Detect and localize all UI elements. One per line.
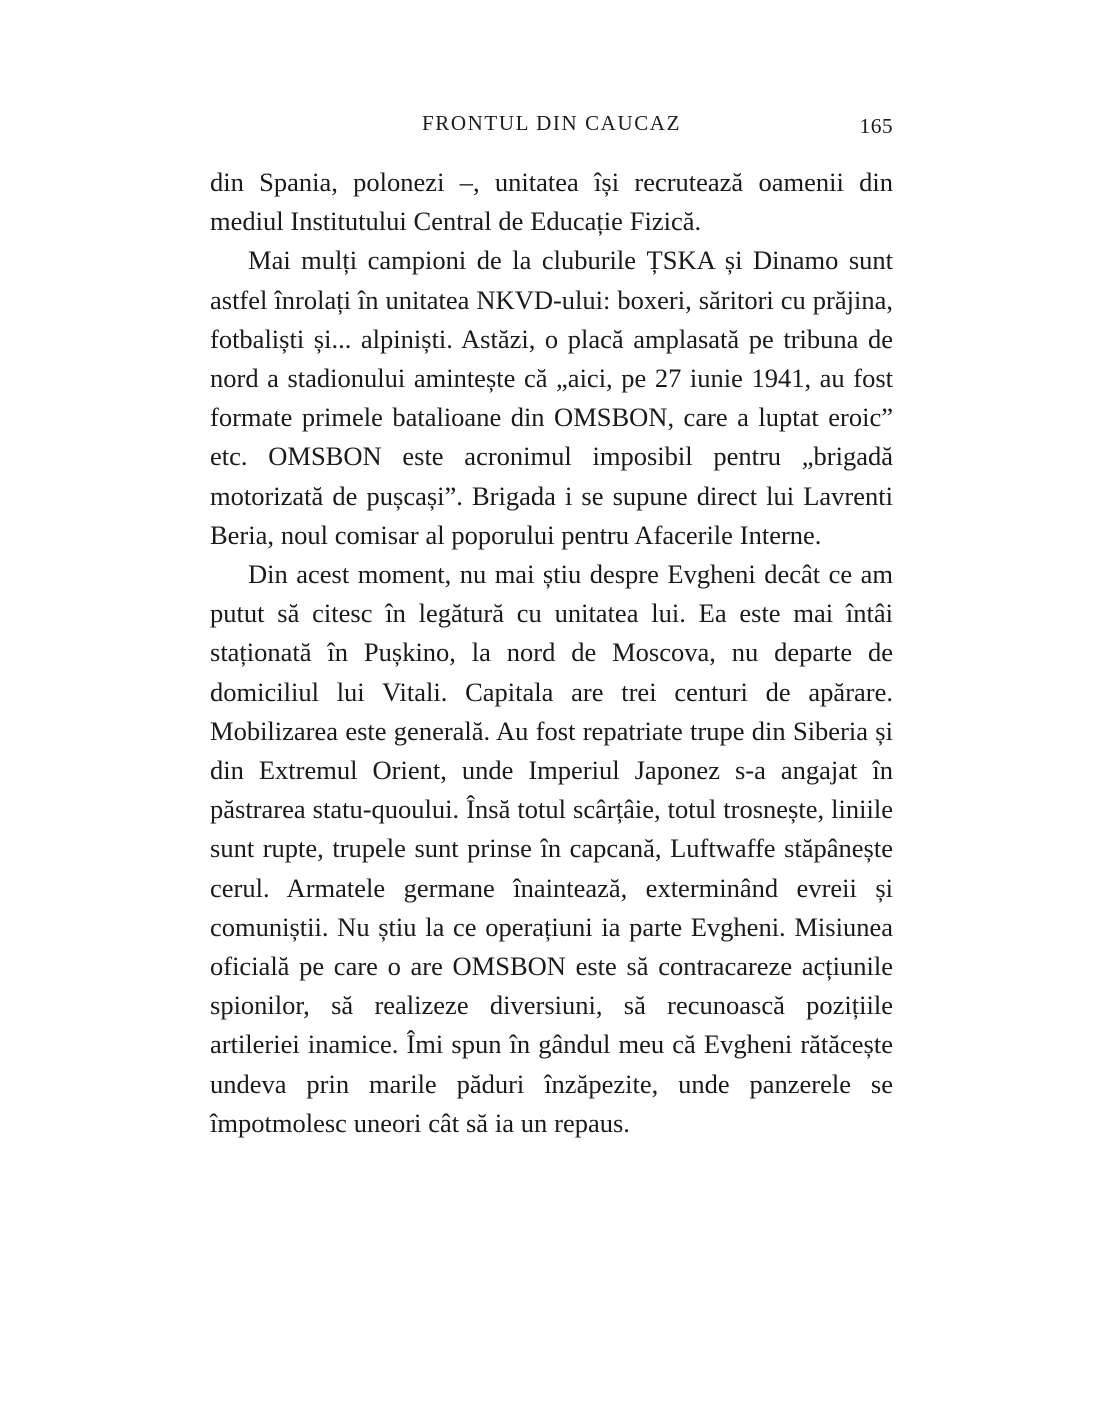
page-number: 165 — [859, 114, 893, 138]
paragraph: din Spania, polonezi –, unitatea își recrutează oamenii din mediul Institutului Central de Educație Fizică. — [210, 167, 893, 237]
running-head-title: FRONTUL DIN CAUCAZ — [421, 111, 682, 135]
paragraph: Mai mulți campioni de la cluburile ȚSKA și Dinamo sunt astfel înrolați în unitatea NKVD-ului: boxeri, săritori cu prăjina, fotbaliști și... alpiniști. Astăzi, o placă amplasată pe tribuna de nord a stadionului amintește că „aici, pe 27 iunie 1941, au fost formate primele batalioane din OMSBON, care a luptat eroic” etc. OMSBON este acronimul imposibil pentru „brigadă motorizată de pușcași”. Brigada i se supune direct lui Lavrenti Beria, noul comisar al poporului pentru Afacerile Interne. — [210, 245, 893, 550]
running-head — [210, 111, 893, 141]
paragraph: Din acest moment, nu mai știu despre Evgheni decât ce am putut să citesc în legătură cu unitatea lui. Ea este mai întâi staționată în Pușkino, la nord de Moscova, nu departe de domiciliul lui Vitali. Capitala are trei centuri de apărare. Mobilizarea este generală. Au fost repatriate trupe din Siberia și din Extremul Orient, unde Imperiul Japonez s-a angajat în păstrarea statu-quoului. Însă totul scârțâie, totul trosnește, liniile sunt rupte, trupele sunt prinse în capcană, Luftwaffe stăpânește cerul. Armatele germane înaintează, exterminând evreii și comuniștii. Nu știu la ce operațiuni ia parte Evgheni. Misiunea oficială pe care o are OMSBON este să contracareze acțiunile spionilor, să realizeze diversiuni, să recunoască pozițiile artileriei inamice. Îmi spun în gândul meu că Evgheni rătăcește undeva prin marile păduri înzăpezite, unde panzerele se împotmolesc uneori cât să ia un repaus. — [210, 559, 893, 1138]
body-text — [210, 163, 893, 1143]
